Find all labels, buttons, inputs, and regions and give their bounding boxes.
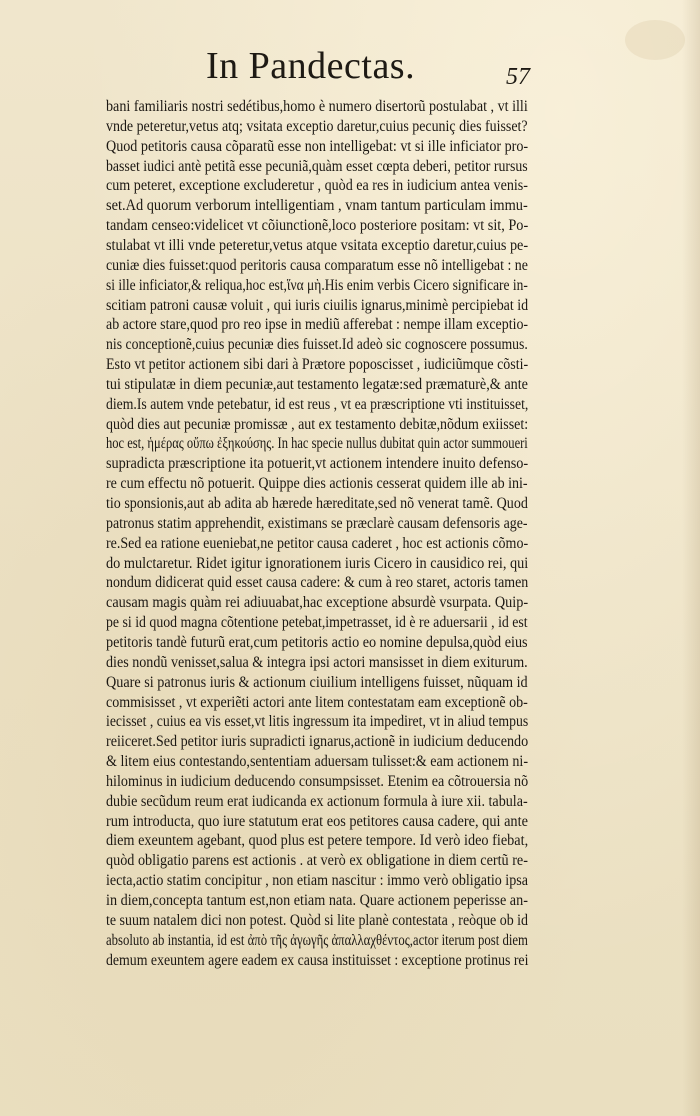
body-text-line: set.Ad quorum verborum intelligentiam , vnam tantum particulam immu- — [106, 196, 528, 215]
body-text-line: Esto vt petitor actionem sibi dari à Prætore poposcisset , iudiciũmque cõsti- — [106, 355, 529, 374]
body-text-line: re cum effectu nõ potuerit. Quippe dies actionis cesserat quidem ille ab ini- — [106, 474, 528, 493]
body-text-line: nondum didicerat quid esset causa cadere: & cum à reo staret, actoris tamen — [106, 573, 529, 592]
body-text-line: quòd obligatio parens est actionis . at verò ex obligatione in diem certũ re- — [106, 851, 528, 870]
body-text-line: bani familiaris nostri sedétibus,homo è numero disertorũ postulabat , vt illi — [106, 97, 528, 115]
body-text-line: iecisset , cuius ea vis esset,vt litis ingressum ita impediret, vt in aliud tempus — [106, 712, 529, 731]
running-title: In Pandectas. — [206, 45, 416, 87]
body-text-line: cum peteret, exceptione excluderetur , quòd ea res in iudicium antea venis- — [106, 176, 528, 195]
body-text-line: demum exeuntem agere eadem ex causa instituisset : exceptione protinus rei — [106, 950, 529, 969]
page-edge-shadow — [682, 0, 700, 1116]
body-text-line: Quod petitoris causa cõparatũ esse non intelligebat: vt si ille inficiator pro- — [106, 136, 529, 155]
body-text-line: diem.Is autem vnde petebatur, id est reus , vt ea præscriptione vti instituisset, — [106, 394, 529, 413]
body-text-line: supradicta præscriptione ita potuerit,vt actionem intendere inuito defenso- — [106, 454, 529, 473]
body-text-line: re.Sed ea ratione eueniebat,ne petitor causa caderet , hoc est actionis cõmo- — [106, 533, 529, 552]
body-text-line: & litem eius contestando,sententiam aduersam tulisset:& eam actionem ni- — [106, 752, 529, 771]
body-text-line: hilominus in iudicium deducendo consumpsisset. Etenim ea cõtrouersia nõ — [106, 771, 529, 790]
body-text-line: vnde peteretur,vetus atq; vsitata exceptio daretur,cuius pecuniç dies fuisset? — [106, 116, 528, 135]
body-text-line: dubie secũdum reum erat iudicanda ex actionum formula à iure xii. tabula- — [106, 791, 528, 810]
body-text-line: absoluto ab instantia, id est ἀπὸ τῆς ἀγωγῆς ἀπαλλαχθέντος,actor iterum post diem — [106, 930, 528, 949]
body-text-line: tui stipulatæ in diem pecuniæ,aut testamento legatæ:sed præmaturè,& ante — [106, 374, 528, 393]
body-text-line: iecta,actio statim concipitur , non etiam nascitur : immo verò obligatio ipsa — [106, 871, 528, 890]
body-text-line: in diem,concepta tantum est,non etiam nata. Quare actionem peperisse an- — [106, 891, 528, 909]
body-text-line: quòd dies aut pecuniæ promissæ , aut ex testamento debitæ,nõdum exiisset: — [106, 414, 529, 433]
body-text-line: Quare si patronus iuris & actionum ciuilium intelligens fuisset, nũquam id — [106, 672, 528, 691]
body-text-line: tandam censeo:videlicet vt cõiunctionẽ,loco posteriore positam: vt sit, Po- — [106, 216, 529, 235]
body-text-line: scitiam patroni causæ voluit , qui iuris ciuilis ignarus,minimè percipiebat id — [106, 295, 529, 314]
body-text-line: tio sponsionis,aut ab adita ab hærede hæreditate,sed nõ venerat tamẽ. Quod — [106, 494, 528, 512]
body-text-line: si ille inficiator,& reliqua,hoc est,ἵνα μὴ.His enim verbis Cicero significare in- — [106, 275, 528, 294]
body-text-line: pe si id quod magna cõtentione petebat,impetrasset, id è re aduersarii , id est — [106, 613, 528, 632]
body-text-line: diem exeuntem agebant, quod plus est petere tempore. Id verò ideo fiebat, — [106, 831, 529, 850]
body-text-line: ab actore stare,quod pro reo ipse in mediũ afferebat : nempe illam exceptio- — [106, 315, 529, 334]
body-text-line: commisisset , vt experiẽti actori ante litem contestatam eam exceptionẽ ob- — [106, 692, 528, 711]
body-text-line: dies nondũ venisset,salua & integra ipsi actori mansisset in diem exiturum. — [106, 652, 528, 671]
body-text-line: hoc est, ἡμέρας οὔπω ἐξηκούσης. In hac specie nullus dubitat quin actor summoueri — [106, 434, 528, 453]
body-text-line: nis conceptionẽ,cuius pecuniæ dies fuisset.Id adeò sic cognoscere possumus. — [106, 335, 528, 354]
body-text-line: cuniæ dies fuisset:quod peritoris causa comparatum esse nõ intelligebat : ne — [106, 255, 528, 274]
body-text-line: causam magis quàm rei adiuuabat,hac exceptione absurdè vsurpata. Quip- — [106, 593, 529, 612]
paper-stain — [625, 20, 685, 60]
body-text-line: stulabat vt illi vnde peteretur,vetus atque vsitata exceptio daretur,cuius pe- — [106, 235, 529, 254]
body-text-line: rum introducta, quo iure statutum erat eos petitores causa cadere, qui ante — [106, 811, 528, 830]
body-text-line: petitoris tandè futurũ erat,cum petitoris actio eo nomine depulsa,quòd eius — [106, 632, 528, 651]
folio-page-number: 57 — [506, 64, 530, 90]
body-text-line: patronus statim apprehendit, existimans se præclarè causam defensoris age- — [106, 513, 528, 532]
body-text-line: basset iudici antè petitã esse pecuniã,quàm esset cœpta deberi, petitor rursus — [106, 156, 528, 175]
body-text-line: te suum natalem dici non potest. Quòd si lite planè contestata , reòque ob id — [106, 910, 529, 929]
body-text-line: do mulctaretur. Ridet igitur ignorationem iuris Cicero in causidico rei, qui — [106, 553, 529, 572]
body-text-line: reiiceret.Sed petitor iuris supradicti ignarus,actionẽ in iudicium deducendo — [106, 732, 529, 751]
